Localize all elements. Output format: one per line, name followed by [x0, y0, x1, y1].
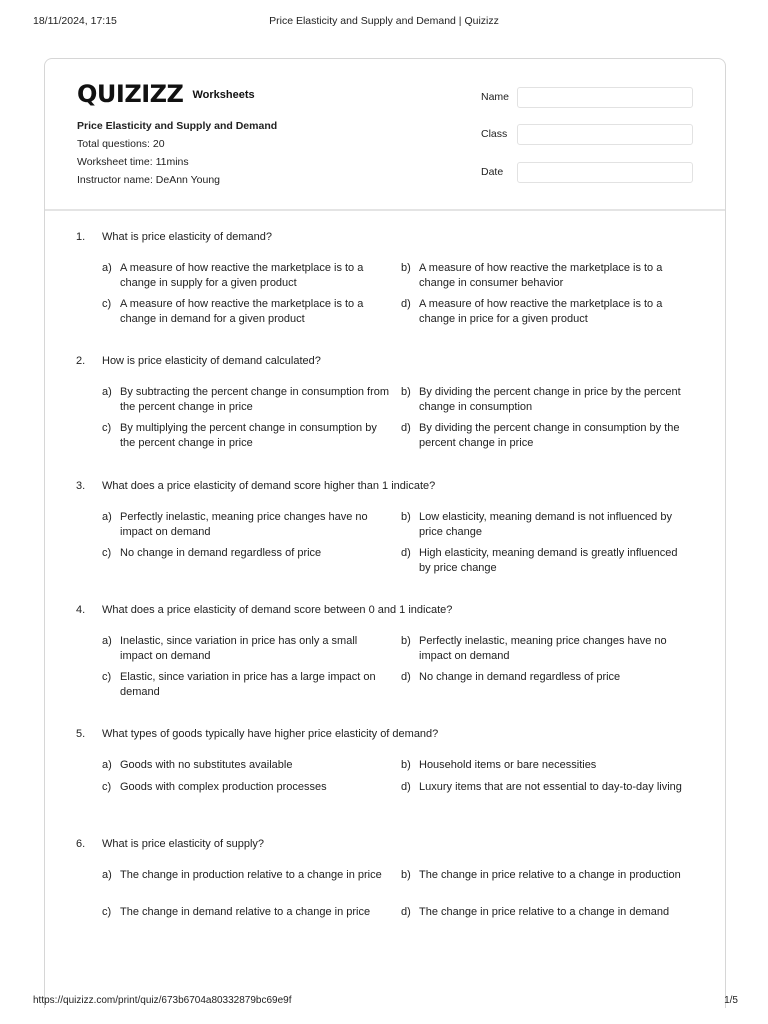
instructor-name: Instructor name: DeAnn Young: [77, 174, 221, 186]
option-c: [102, 780, 392, 795]
option-a: [102, 868, 392, 883]
option-c: [102, 905, 392, 920]
option-letter: b): [401, 869, 411, 881]
option-text: Inelastic, since variation in price has only a small impact on demand: [120, 635, 358, 662]
option-d: [401, 780, 691, 795]
option-a: [102, 261, 392, 290]
class-field[interactable]: [517, 124, 693, 145]
option-letter: b): [401, 262, 411, 274]
option-letter: d): [401, 547, 411, 559]
question-number: 1.: [76, 231, 86, 243]
option-text: High elasticity, meaning demand is greatly influenced by price change: [419, 547, 678, 574]
option-text: A measure of how reactive the marketplace is to a change in supply for a given product: [120, 262, 364, 289]
option-letter: a): [102, 262, 112, 274]
date-label: Date: [481, 166, 504, 178]
option-c: [102, 546, 392, 561]
option-letter: c): [102, 781, 112, 793]
option-d: [401, 297, 691, 326]
page-number: 1/5: [724, 995, 738, 1006]
option-b: [401, 868, 691, 883]
print-datetime: 18/11/2024, 17:15: [33, 15, 117, 27]
option-text: By dividing the percent change in consumption by the percent change in price: [419, 422, 680, 449]
name-label: Name: [481, 91, 510, 103]
question-text: What does a price elasticity of demand score between 0 and 1 indicate?: [102, 604, 453, 616]
worksheet-time: Worksheet time: 11mins: [77, 156, 189, 168]
question-number: 5.: [76, 728, 86, 740]
question-text: What is price elasticity of demand?: [102, 231, 272, 243]
option-letter: b): [401, 759, 411, 771]
question-text: What types of goods typically have higher price elasticity of demand?: [102, 728, 439, 740]
option-text: By dividing the percent change in price by the percent change in consumption: [419, 386, 681, 413]
option-b: [401, 510, 691, 539]
option-text: A measure of how reactive the marketplace is to a change in consumer behavior: [419, 262, 663, 289]
option-letter: d): [401, 906, 411, 918]
option-d: [401, 421, 691, 450]
option-text: By subtracting the percent change in consumption from the percent change in price: [120, 386, 390, 413]
class-label: Class: [481, 128, 508, 140]
option-letter: c): [102, 671, 112, 683]
option-letter: b): [401, 511, 411, 523]
option-text: Elastic, since variation in price has a large impact on demand: [120, 671, 376, 698]
question-text: What is price elasticity of supply?: [102, 838, 265, 850]
option-a: [102, 758, 392, 773]
option-text: The change in production relative to a change in price: [120, 869, 382, 881]
option-text: No change in demand regardless of price: [419, 671, 621, 683]
option-letter: b): [401, 386, 411, 398]
logo-subtitle: Worksheets: [192, 89, 255, 101]
total-questions: Total questions: 20: [77, 138, 165, 150]
option-d: [401, 905, 691, 920]
option-b: [401, 634, 691, 663]
option-text: By multiplying the percent change in consumption by the percent change in price: [120, 422, 377, 449]
option-letter: a): [102, 869, 112, 881]
option-text: The change in price relative to a change in demand: [419, 906, 670, 918]
option-letter: a): [102, 511, 112, 523]
option-letter: d): [401, 671, 411, 683]
question-text: How is price elasticity of demand calculated?: [102, 355, 321, 367]
option-letter: a): [102, 635, 112, 647]
option-letter: c): [102, 422, 112, 434]
option-c: [102, 297, 392, 326]
option-d: [401, 670, 691, 685]
question-number: 4.: [76, 604, 86, 616]
option-b: [401, 261, 691, 290]
option-letter: d): [401, 422, 411, 434]
option-b: [401, 385, 691, 414]
question-number: 3.: [76, 480, 86, 492]
option-d: [401, 546, 691, 575]
option-a: [102, 634, 392, 663]
option-text: The change in price relative to a change in production: [419, 869, 681, 881]
option-c: [102, 421, 392, 450]
option-letter: c): [102, 547, 112, 559]
option-letter: a): [102, 386, 112, 398]
print-url: https://quizizz.com/print/quiz/673b6704a80332879bc69e9f: [33, 995, 292, 1006]
option-letter: c): [102, 906, 112, 918]
option-letter: c): [102, 298, 112, 310]
option-letter: d): [401, 298, 411, 310]
option-text: Household items or bare necessities: [419, 759, 597, 771]
name-field[interactable]: [517, 87, 693, 108]
option-text: Perfectly inelastic, meaning price changes have no impact on demand: [419, 635, 667, 662]
question-number: 6.: [76, 838, 86, 850]
logo-wordmark: QUIZIZZ: [77, 80, 184, 108]
option-a: [102, 510, 392, 539]
option-text: Luxury items that are not essential to day-to-day living: [419, 781, 682, 793]
option-text: No change in demand regardless of price: [120, 547, 322, 559]
option-text: The change in demand relative to a change in price: [120, 906, 371, 918]
option-b: [401, 758, 691, 773]
print-header: [0, 15, 768, 31]
option-text: Low elasticity, meaning demand is not influenced by price change: [419, 511, 672, 538]
date-field[interactable]: [517, 162, 693, 183]
option-a: [102, 385, 392, 414]
option-text: A measure of how reactive the marketplace is to a change in price for a given product: [419, 298, 663, 325]
option-text: Goods with complex production processes: [120, 781, 327, 793]
worksheet-header: [45, 59, 725, 211]
option-text: A measure of how reactive the marketplace is to a change in demand for a given product: [120, 298, 364, 325]
worksheet-title: Price Elasticity and Supply and Demand: [77, 120, 278, 132]
question-text: What does a price elasticity of demand score higher than 1 indicate?: [102, 480, 436, 492]
option-text: Goods with no substitutes available: [120, 759, 293, 771]
worksheet-sheet: [44, 58, 726, 1008]
option-letter: d): [401, 781, 411, 793]
quizizz-logo: [77, 79, 255, 109]
question-number: 2.: [76, 355, 86, 367]
option-letter: a): [102, 759, 112, 771]
print-page-title: Price Elasticity and Supply and Demand | Quizizz: [269, 15, 499, 27]
option-c: [102, 670, 392, 699]
option-text: Perfectly inelastic, meaning price changes have no impact on demand: [120, 511, 368, 538]
option-letter: b): [401, 635, 411, 647]
